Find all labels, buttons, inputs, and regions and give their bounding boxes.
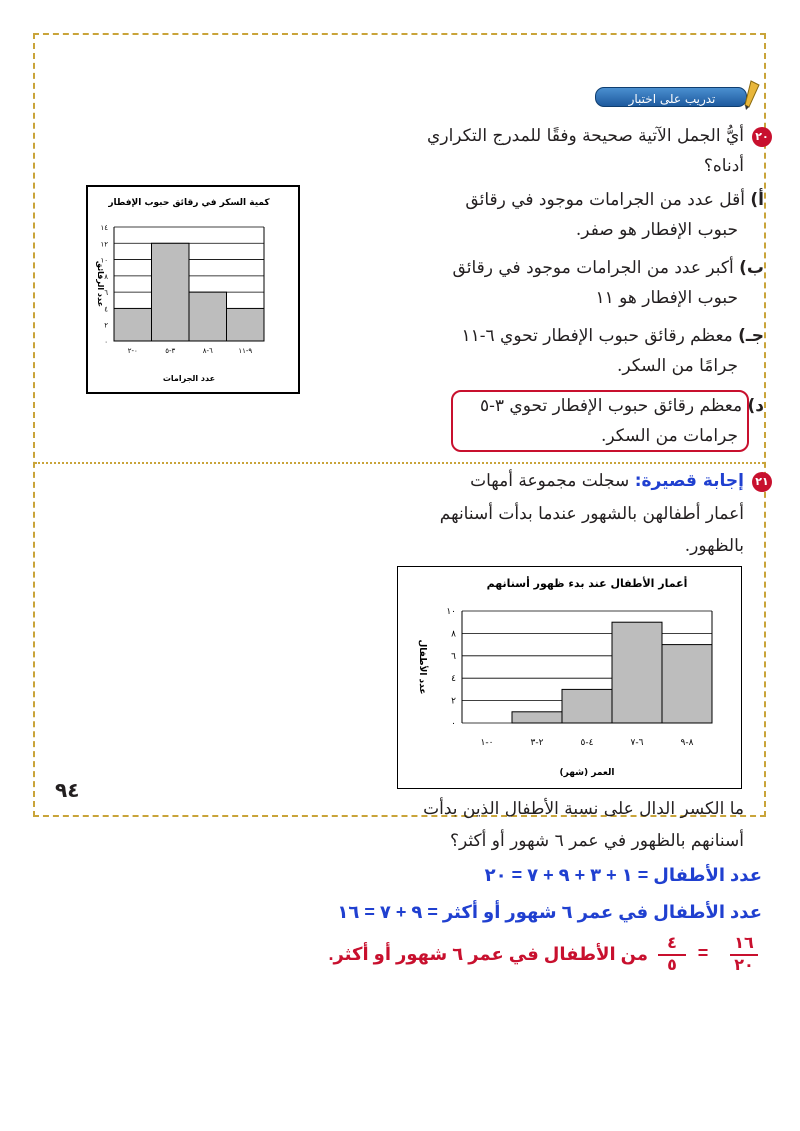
option-a-line1: أقل عدد من الجرامات موجود في رقائق bbox=[465, 190, 745, 210]
banner-label: تدريب على اختبار bbox=[628, 92, 716, 106]
bar bbox=[662, 645, 712, 723]
q21-question-line2: أسنانهم بالظهور في عمر ٦ شهور أو أكثر؟ bbox=[449, 831, 744, 851]
fraction-16-20 bbox=[730, 934, 758, 976]
teeth-histogram-frame bbox=[397, 566, 742, 789]
y-tick-label: ١٤ bbox=[100, 224, 108, 232]
y-tick-label: ١٠ bbox=[446, 607, 456, 617]
y-tick-label: ٠ bbox=[451, 719, 456, 729]
sugar-histogram-frame bbox=[86, 185, 300, 394]
option-d-letter: د) bbox=[747, 396, 764, 416]
fraction-denominator: ٥ bbox=[667, 957, 677, 974]
fraction-numerator: ٤ bbox=[658, 934, 686, 956]
y-tick-label: ٤ bbox=[104, 305, 108, 314]
x-tick-label: ٢-٣ bbox=[530, 738, 544, 748]
option-d-line1: معظم رقائق حبوب الإفطار تحوي ٣-٥ bbox=[479, 396, 743, 416]
answer-line1: عدد الأطفال = ١ + ٣ + ٩ + ٧ = ٢٠ bbox=[484, 865, 762, 885]
fraction-numerator: ١٦ bbox=[730, 934, 758, 956]
x-tick-label: ٣-٥ bbox=[165, 347, 176, 355]
y-tick-label: ٨ bbox=[451, 629, 456, 640]
y-tick-label: ٤ bbox=[451, 674, 456, 685]
x-tick-label: ٦-٨ bbox=[202, 347, 213, 355]
x-axis-label: عدد الجرامات bbox=[162, 374, 216, 383]
bar bbox=[227, 308, 265, 341]
question-number-20: ٢٠ bbox=[752, 127, 772, 147]
y-tick-label: ١٢ bbox=[100, 240, 108, 249]
y-tick-label: ٨ bbox=[104, 272, 108, 281]
q21-question-line1: ما الكسر الدال على نسبة الأطفال الذين بدأت bbox=[423, 799, 744, 819]
option-a-line2: حبوب الإفطار هو صفر. bbox=[575, 220, 738, 240]
pencil-icon bbox=[743, 79, 763, 111]
fraction-4-5 bbox=[658, 934, 686, 976]
x-tick-label: ٨-٩ bbox=[680, 738, 694, 748]
option-a-letter: أ) bbox=[750, 190, 764, 210]
test-practice-banner bbox=[595, 85, 765, 109]
q21-stem-line2: أعمار أطفالهن بالشهور عندما بدأت أسنانهم bbox=[439, 504, 744, 524]
option-b-letter: ب) bbox=[739, 258, 764, 278]
bar bbox=[612, 622, 662, 723]
option-b-line1: أكبر عدد من الجرامات موجود في رقائق bbox=[452, 258, 734, 278]
option-a[interactable] bbox=[434, 186, 764, 214]
y-tick-label: ١٠ bbox=[100, 256, 108, 265]
y-axis-label: عدد الرقائق bbox=[96, 260, 105, 308]
y-tick-label: ٦ bbox=[451, 651, 456, 662]
equals-sign: = bbox=[697, 943, 709, 963]
x-tick-label: ٤-٥ bbox=[580, 738, 594, 748]
banner-pill bbox=[595, 87, 747, 107]
section-divider bbox=[35, 462, 764, 464]
option-d[interactable] bbox=[434, 392, 764, 420]
option-c[interactable] bbox=[434, 322, 764, 350]
option-b[interactable] bbox=[434, 254, 764, 282]
x-tick-label: ٦-٧ bbox=[630, 738, 644, 748]
y-tick-label: ٢ bbox=[451, 696, 456, 707]
bar bbox=[114, 308, 152, 341]
y-axis-label: عدد الأطفال bbox=[417, 639, 427, 695]
y-tick-label: ٠ bbox=[104, 338, 108, 346]
option-c-line1: معظم رقائق حبوب الإفطار تحوي ٦-١١ bbox=[461, 326, 733, 346]
chart-title: أعمار الأطفال عند بدء ظهور أسنانهم bbox=[486, 577, 688, 590]
bar bbox=[562, 689, 612, 723]
option-b-line2: حبوب الإفطار هو ١١ bbox=[595, 288, 738, 308]
page-number: ٩٤ bbox=[55, 778, 80, 802]
fraction-denominator: ٢٠ bbox=[734, 957, 754, 974]
chart-title: كمية السكر في رقائق حبوب الإفطار bbox=[108, 198, 270, 208]
q20-stem-line2: أدناه؟ bbox=[703, 156, 744, 176]
bar bbox=[152, 243, 190, 341]
x-axis-label: العمر (شهر) bbox=[559, 768, 615, 778]
x-tick-label: ٩-١١ bbox=[238, 347, 253, 355]
q21-stem-line1 bbox=[344, 467, 744, 495]
q21-stem-line3: بالظهور. bbox=[684, 536, 744, 556]
y-tick-label: ٦ bbox=[104, 289, 108, 298]
option-c-letter: جـ) bbox=[738, 326, 764, 346]
x-tick-label: ٠-١ bbox=[480, 738, 494, 748]
y-tick-label: ٢ bbox=[104, 321, 108, 330]
teeth-histogram bbox=[398, 567, 741, 788]
option-c-line2: جرامًا من السكر. bbox=[617, 356, 738, 376]
bar bbox=[512, 712, 562, 723]
answer-line2: عدد الأطفال في عمر ٦ شهور أو أكثر = ٩ + ٧ = ١٦ bbox=[337, 902, 762, 922]
question-number-21: ٢١ bbox=[752, 472, 772, 492]
short-answer-label: إجابة قصيرة: bbox=[634, 471, 744, 491]
x-tick-label: ٠-٢ bbox=[127, 347, 138, 355]
q20-stem-line1: أيُّ الجمل الآتية صحيحة وفقًا للمدرج التكراري bbox=[427, 126, 744, 146]
sugar-histogram bbox=[88, 187, 298, 392]
answer-conclusion: من الأطفال في عمر ٦ شهور أو أكثر. bbox=[328, 944, 648, 964]
option-d-line2: جرامات من السكر. bbox=[601, 426, 738, 446]
bar bbox=[189, 292, 227, 341]
q21-stem-text1: سجلت مجموعة أمهات bbox=[470, 471, 630, 491]
